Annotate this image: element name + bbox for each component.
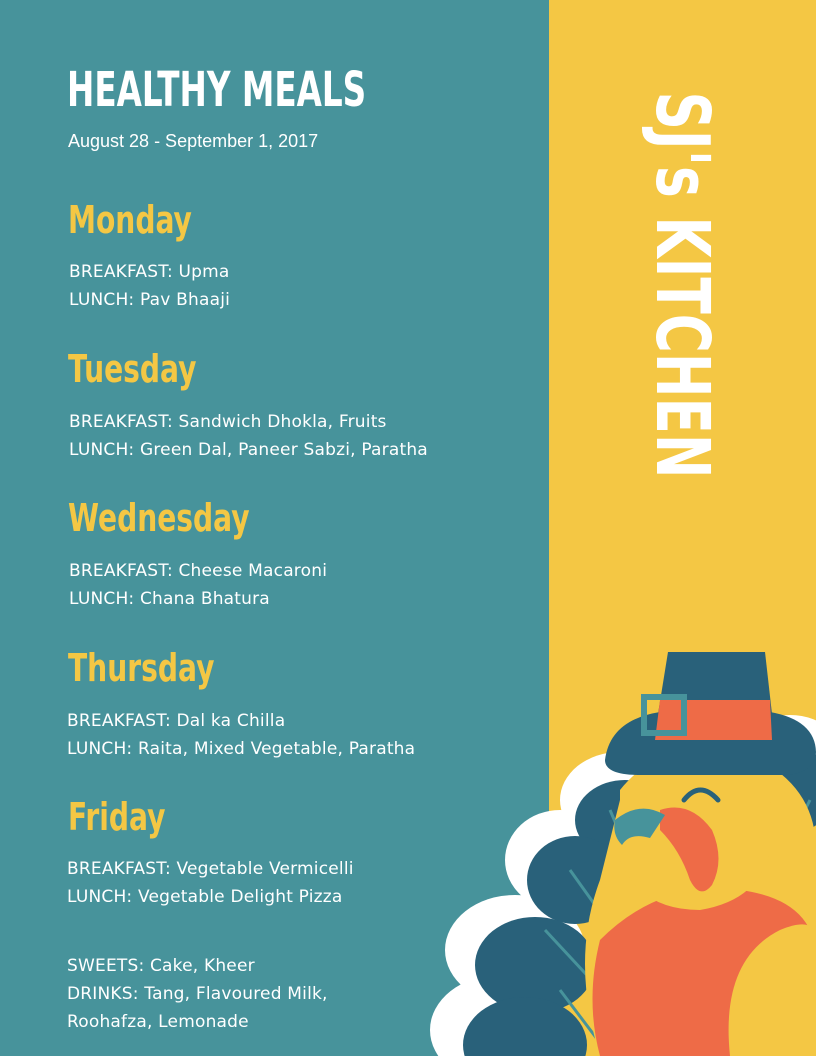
friday-lunch: LUNCH: Vegetable Delight Pizza xyxy=(67,887,343,907)
monday-lunch: LUNCH: Pav Bhaaji xyxy=(69,290,231,310)
wednesday-breakfast: BREAKFAST: Cheese Macaroni xyxy=(69,561,328,581)
page-title: HEALTHY MEALS xyxy=(67,62,367,118)
day-heading-tuesday: Tuesday xyxy=(68,347,197,391)
monday-breakfast: BREAKFAST: Upma xyxy=(69,262,230,282)
thursday-breakfast: BREAKFAST: Dal ka Chilla xyxy=(67,711,286,731)
tuesday-breakfast: BREAKFAST: Sandwich Dhokla, Fruits xyxy=(69,412,387,432)
brand-name-vertical: SJ's KITCHEN xyxy=(639,91,725,479)
wednesday-lunch: LUNCH: Chana Bhatura xyxy=(69,589,270,609)
day-heading-friday: Friday xyxy=(68,795,166,839)
sweets-line: SWEETS: Cake, Kheer xyxy=(67,956,255,976)
thursday-lunch: LUNCH: Raita, Mixed Vegetable, Paratha xyxy=(67,739,416,759)
friday-breakfast: BREAKFAST: Vegetable Vermicelli xyxy=(67,859,354,879)
tuesday-lunch: LUNCH: Green Dal, Paneer Sabzi, Paratha xyxy=(69,440,428,460)
drinks-line-2: Roohafza, Lemonade xyxy=(67,1012,249,1032)
day-heading-thursday: Thursday xyxy=(68,646,215,690)
drinks-line-1: DRINKS: Tang, Flavoured Milk, xyxy=(67,984,328,1004)
date-range: August 28 - September 1, 2017 xyxy=(68,131,319,151)
day-heading-monday: Monday xyxy=(68,198,192,242)
day-heading-wednesday: Wednesday xyxy=(68,496,250,540)
